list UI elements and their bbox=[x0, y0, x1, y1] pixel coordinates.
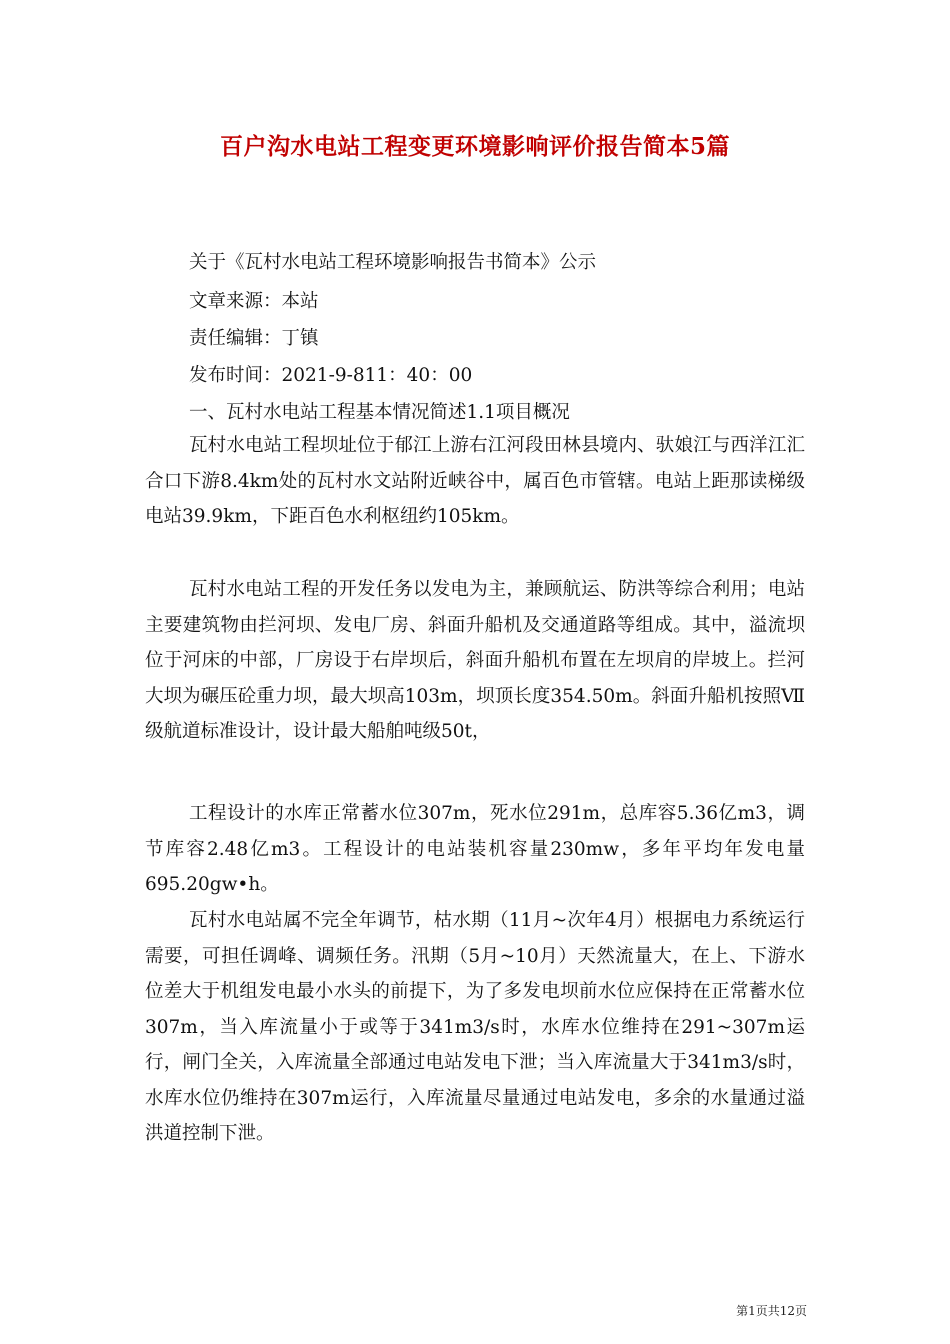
page-number: 第1页共12页 bbox=[736, 1304, 807, 1318]
document-title: 百户沟水电站工程变更环境影响评价报告简本5篇 bbox=[219, 133, 730, 160]
article-source: 文章来源：本站 bbox=[189, 291, 319, 312]
paragraph-operation: 瓦村水电站属不完全年调节，枯水期（11月~次年4月）根据电力系统运行需要，可担任调峰、调频任务。汛期（5月~10月）天然流量大，在上、下游水位差大于机组发电最小水头的前提下，为了多发电坝前水位应保持在正常蓄水位307m，当入库流量小于或等于341m3/s时，水库水位维持在291~307m运行，闸门全关，入库流量全部通过电站发电下泄；当入库流量大于341m3/s时，水库水位仍维持在307m运行，入库流量尽量通过电站发电，多余的水量通过溢洪道控制下泄。 bbox=[145, 910, 805, 1144]
paragraph-design: 工程设计的水库正常蓄水位307m，死水位291m，总库容5.36亿m3，调节库容2.48亿m3。工程设计的电站装机容量230mw，多年平均年发电量695.20gw•h。 bbox=[145, 803, 805, 895]
responsible-editor: 责任编辑：丁镇 bbox=[189, 328, 319, 349]
publish-time: 发布时间：2021-9-811：40：00 bbox=[189, 365, 473, 386]
paragraph-location: 瓦村水电站工程坝址位于郁江上游右江河段田林县境内、驮娘江与西洋江汇合口下游8.4km处的瓦村水文站附近峡谷中，属百色市管辖。电站上距那读梯级电站39.9km，下距百色水利枢纽约105km。 bbox=[145, 435, 805, 527]
paragraph-development: 瓦村水电站工程的开发任务以发电为主，兼顾航运、防洪等综合利用；电站主要建筑物由拦河坝、发电厂房、斜面升船机及交通道路等组成。其中，溢流坝位于河床的中部，厂房设于右岸坝后，斜面升船机布置在左坝肩的岸坡上。拦河大坝为碾压砼重力坝，最大坝高103m，坝顶长度354.50m。斜面升船机按照Ⅶ级航道标准设计，设计最大船舶吨级50t， bbox=[145, 579, 805, 742]
announcement-heading: 关于《瓦村水电站工程环境影响报告书简本》公示 bbox=[189, 252, 597, 273]
section-heading: 一、瓦村水电站工程基本情况简述1.1项目概况 bbox=[189, 402, 570, 423]
